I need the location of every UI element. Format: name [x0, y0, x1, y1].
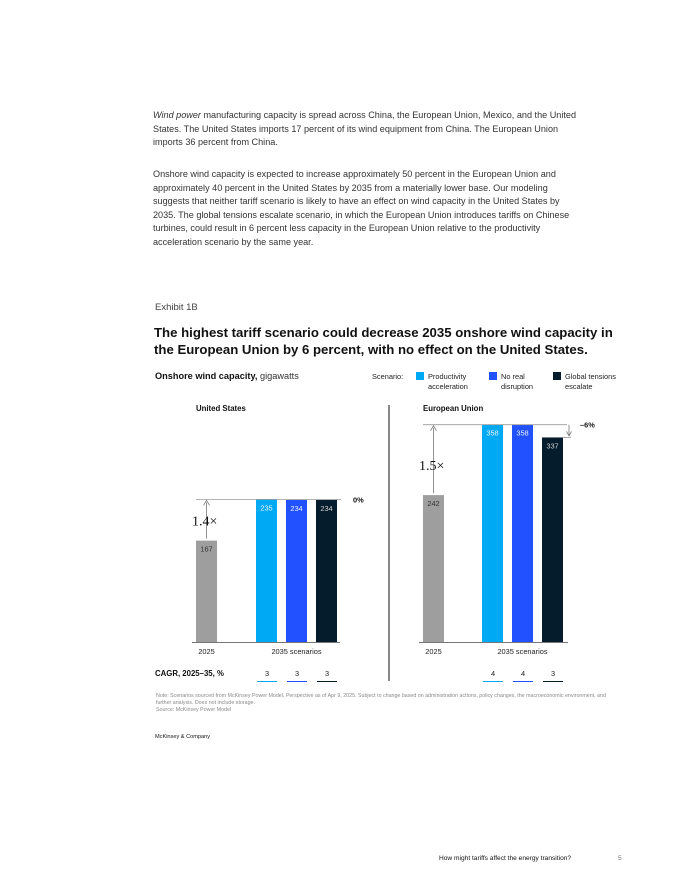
metric-label-unit: gigawatts [257, 371, 299, 381]
exhibit-title: The highest tariff scenario could decrease 2035 onshore wind capacity in the European Union by 6 percent, with no effect on the United States. [154, 325, 613, 357]
bar-label-us-scenario-2: 234 [290, 503, 303, 513]
panel-title-eu: European Union [423, 404, 484, 413]
legend-label-3-line2: escalate [565, 382, 593, 391]
bar-us-scenario-2 [286, 500, 307, 642]
x-label-us-2035: 2035 scenarios [271, 647, 322, 656]
cagr-value-us-1: 3 [264, 669, 270, 678]
growth-label-eu: 1.5× [419, 459, 445, 475]
cagr-value-us-3: 3 [324, 669, 330, 678]
cagr-value-eu-3: 3 [550, 669, 556, 678]
bar-label-eu-scenario-1: 358 [486, 428, 499, 438]
page-number: 5 [618, 855, 622, 862]
legend-title: Scenario: [372, 372, 404, 381]
growth-label-us: 1.4× [192, 514, 218, 530]
exhibit-label: Exhibit 1B [155, 302, 198, 313]
bar-us-scenario-3 [316, 500, 337, 642]
bar-label-us-scenario-3: 234 [320, 503, 333, 513]
panel-eu [419, 404, 595, 682]
cagr-value-us-2: 3 [294, 669, 300, 678]
legend-swatch-1 [416, 372, 424, 380]
panel-us [192, 404, 364, 682]
legend-swatch-3 [553, 372, 561, 380]
panel-title-us: United States [196, 404, 246, 413]
bar-label-us-scenario-1: 235 [260, 503, 273, 513]
metric-label-bold: Onshore wind capacity, [155, 371, 258, 381]
bar-eu-scenario-1 [482, 425, 503, 642]
legend-label-3-line1: Global tensions [565, 372, 616, 381]
bar-us-scenario-1 [256, 499, 277, 642]
bar-eu-2025 [423, 495, 444, 642]
intro-paragraph-2: Onshore wind capacity is expected to increase approximately 50 percent in the European Union and approximately 40 percent in the United States by 2035 from a materially lower base. Our modeling suggests that neither tariff scenario is likely to have an effect on wind capacity in the United States by 2035. The global tensions escalate scenario, in which the European Union introduces tariffs on Chinese turbines, could result in 6 percent less capacity in the European Union relative to the productivity acceleration scenario by the same year. [153, 169, 570, 247]
legend [416, 372, 616, 391]
bar-eu-scenario-3 [542, 437, 563, 642]
legend-swatch-2 [489, 372, 497, 380]
bar-label-eu-2025: 242 [427, 499, 440, 509]
legend-label-1-line2: acceleration [428, 382, 468, 391]
cagr-value-eu-2: 4 [520, 669, 526, 678]
delta-label-us: 0% [353, 495, 364, 505]
metric-label [155, 371, 299, 381]
legend-label-1-line1: Productivity [428, 372, 467, 381]
bar-label-eu-scenario-2: 358 [516, 428, 529, 438]
intro-italic-term: Wind power [153, 110, 201, 120]
chart-panels [192, 404, 595, 682]
cagr-value-eu-1: 4 [490, 669, 496, 678]
bar-us-2025 [196, 541, 217, 642]
footnote [156, 693, 616, 714]
footer-title: How might tariffs affect the energy transition? [439, 855, 572, 862]
legend-label-2-line2: disruption [501, 382, 534, 391]
x-label-eu-2035: 2035 scenarios [497, 647, 548, 656]
delta-label-eu: –6% [580, 420, 595, 430]
footnote-note: Note: Scenarios sourced from McKinsey Power Model, Perspective as of Apr 9, 2025. Subject to change based on administration actions, policy changes, the macroeconomic environment, and further analysis. Does not include storage. [156, 693, 606, 707]
cagr-label: CAGR, 2025–35, % [155, 669, 224, 678]
bar-label-us-2025: 167 [200, 544, 213, 554]
bar-label-eu-scenario-3: 337 [546, 441, 559, 451]
brand-name: McKinsey & Company [155, 734, 211, 740]
x-label-us-2025: 2025 [198, 647, 215, 656]
legend-label-2-line1: No real [501, 372, 525, 381]
footnote-source: Source: McKinsey Power Model [156, 707, 232, 714]
x-label-eu-2025: 2025 [425, 647, 442, 656]
bar-eu-scenario-2 [512, 425, 533, 642]
intro-paragraph-1-text: manufacturing capacity is spread across China, the European Union, Mexico, and the United States. The United States imports 17 percent of its wind equipment from China. The European Union imports 36 percent from China. [153, 110, 577, 148]
